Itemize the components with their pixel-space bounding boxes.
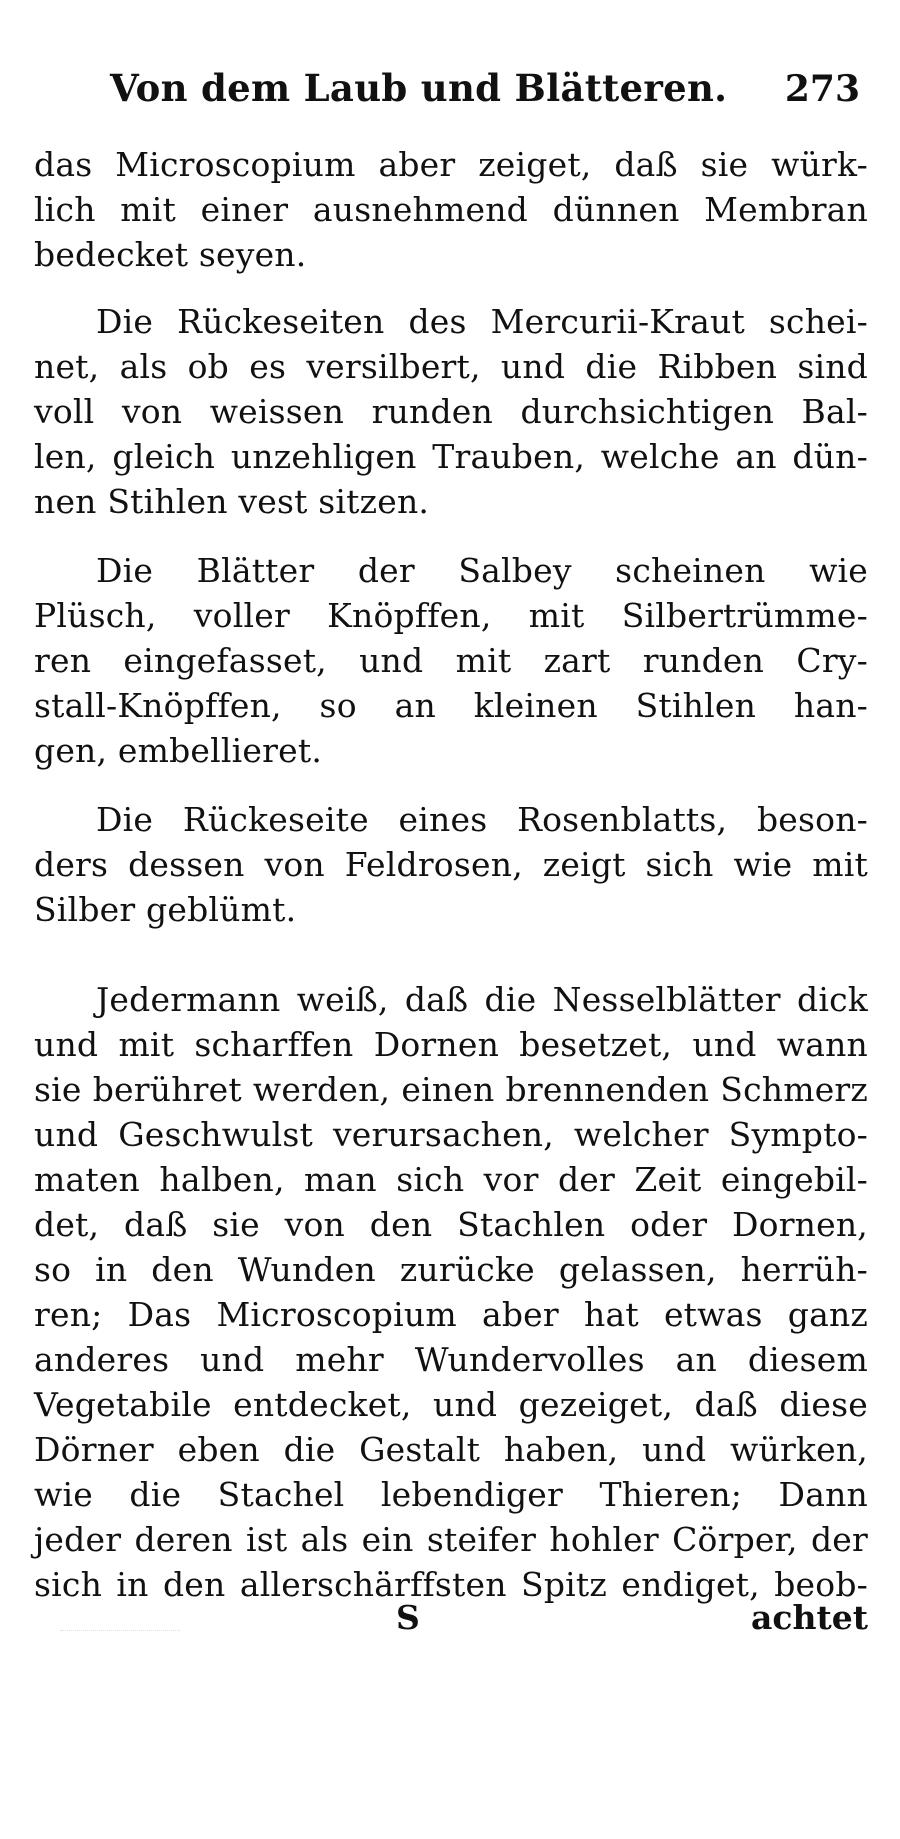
- text-line: voll von weissen runden durchsichtigen Bal-: [34, 392, 868, 431]
- text-line: wie die Stachel lebendiger Thieren; Dann: [34, 1475, 868, 1514]
- paragraph-salbey: [34, 548, 868, 773]
- text-line: sie berühret werden, einen brennenden Schmerz: [34, 1070, 868, 1109]
- signature-mark: S: [396, 1598, 420, 1637]
- text-line: Plüsch, voller Knöpffen, mit Silbertrümme-: [34, 596, 868, 635]
- text-line: Die Blätter der Salbey scheinen wie: [96, 551, 868, 590]
- paragraph-mercurii: [34, 299, 868, 524]
- body-text: [34, 142, 868, 1607]
- running-title: Von dem Laub und Blätteren.: [110, 66, 728, 110]
- page-header: [110, 66, 870, 126]
- text-line: und Geschwulst verursachen, welcher Sympto-: [34, 1115, 868, 1154]
- text-line: det, daß sie von den Stachlen oder Dornen,: [34, 1205, 868, 1244]
- text-line: Silber geblümt.: [34, 890, 297, 929]
- text-line: len, gleich unzehligen Trauben, welche an dün-: [34, 437, 868, 476]
- text-line: anderes und mehr Wundervolles an diesem: [34, 1340, 868, 1379]
- text-line: nen Stihlen vest sitzen.: [34, 482, 430, 521]
- text-line: das Microscopium aber zeiget, daß sie würk-: [34, 145, 868, 184]
- paragraph-continuation: [34, 142, 868, 277]
- page-number: 273: [784, 68, 860, 110]
- text-line: Jedermann weiß, daß die Nesselblätter dick: [96, 980, 868, 1019]
- text-line: Vegetabile entdecket, und gezeiget, daß diese: [34, 1385, 868, 1424]
- text-line: ders dessen von Feldrosen, zeigt sich wie mit: [34, 845, 868, 884]
- text-line: Dörner eben die Gestalt haben, und würken,: [34, 1430, 868, 1469]
- text-line: Die Rückeseiten des Mercurii-Kraut schei-: [96, 302, 868, 341]
- text-line: so in den Wunden zurücke gelassen, herrüh-: [34, 1250, 868, 1289]
- text-line: maten halben, man sich vor der Zeit eingebil-: [34, 1160, 868, 1199]
- catchword: achtet: [751, 1598, 868, 1637]
- paragraph-nesselblaetter: [34, 977, 868, 1607]
- paper-specks: [60, 1630, 180, 1651]
- text-line: stall-Knöpffen, so an kleinen Stihlen han-: [34, 686, 868, 725]
- text-line: ren eingefasset, und mit zart runden Cry-: [34, 641, 868, 680]
- text-line: net, als ob es versilbert, und die Ribben sind: [34, 347, 868, 386]
- text-line: und mit scharffen Dornen besetzet, und wann: [34, 1025, 868, 1064]
- paragraph-rosenblatt: [34, 797, 868, 932]
- text-line: sich in den allerschärffsten Spitz endiget, beob-: [34, 1565, 868, 1604]
- text-line: Die Rückeseite eines Rosenblatts, beson-: [96, 800, 868, 839]
- text-line: gen, embellieret.: [34, 731, 323, 770]
- text-line: ren; Das Microscopium aber hat etwas ganz: [34, 1295, 868, 1334]
- text-line: lich mit einer ausnehmend dünnen Membran: [34, 190, 868, 229]
- text-line: jeder deren ist als ein steifer hohler Cörper, der: [34, 1520, 868, 1559]
- text-line: bedecket seyen.: [34, 235, 307, 274]
